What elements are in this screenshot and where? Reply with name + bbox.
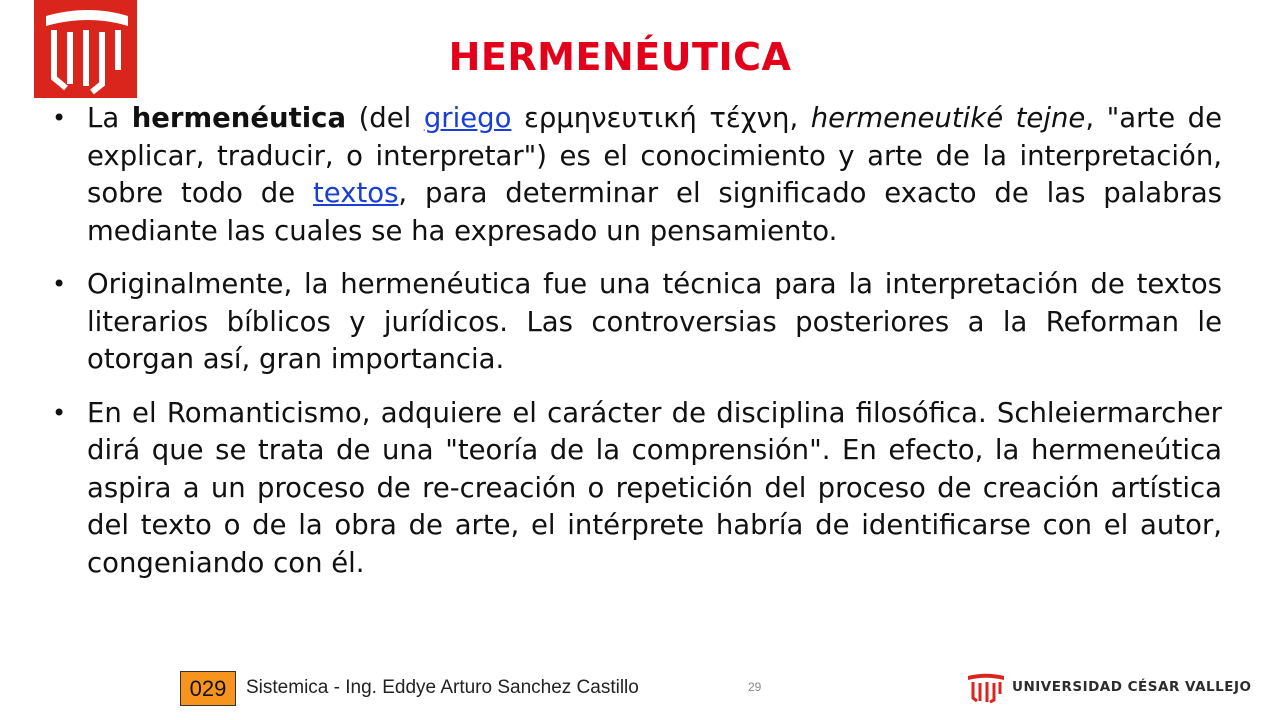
paragraph-text: , para determinar el significado exacto de las palabras mediante las cuales se ha expresado un pensamiento. xyxy=(87,177,1223,247)
bold-term: hermenéutica xyxy=(131,102,347,134)
paragraph-text: En el Romanticismo, adquiere el carácter de disciplina filosófica. Schleiermarcher dirá que se trata de una "teoría de la comprensión". En efecto, la hermeneútica aspira a un proceso de re-creación o repetición del proceso de creación artística del texto o de la obra de arte, el intérprete habría de identificarse con el autor, congeniando con él. xyxy=(87,396,1222,579)
bullet-dot-icon: • xyxy=(52,270,67,298)
paragraph-text: , "arte de explicar, traducir, o interpretar") es el conocimiento y arte de la interpretación, sobre todo de xyxy=(87,102,1223,209)
footer-author: Sistemica - Ing. Eddye Arturo Sanchez Castillo xyxy=(246,677,639,698)
bullet-dot-icon: • xyxy=(52,398,67,427)
bullet-list xyxy=(50,100,1222,598)
bullet-dot-icon: • xyxy=(52,104,67,132)
list-item xyxy=(50,100,1222,250)
link-griego[interactable]: griego xyxy=(423,102,512,134)
link-textos[interactable]: textos xyxy=(312,177,399,209)
university-logo xyxy=(966,672,1252,704)
italic-term: hermeneutiké tejne xyxy=(810,102,1086,134)
page-number: 29 xyxy=(748,680,762,694)
greek-text: ερμηνευτική τέχνη, xyxy=(511,102,811,134)
paragraph-text: Originalmente, la hermenéutica fue una técnica para la interpretación de textos literarios bíblicos y jurídicos. Las controversias posteriores a la Reforman le otorgan así, gran importancia. xyxy=(87,268,1222,375)
university-name: UNIVERSIDAD CÉSAR VALLEJO xyxy=(1012,679,1252,695)
paragraph-text: (del xyxy=(346,102,424,134)
ucv-small-shield-icon xyxy=(966,672,1006,704)
slide-title: HERMENÉUTICA xyxy=(448,35,792,79)
paragraph-text: La xyxy=(87,102,132,134)
slide-badge: 029 xyxy=(180,671,236,706)
list-item xyxy=(50,395,1222,583)
list-item xyxy=(50,266,1222,379)
